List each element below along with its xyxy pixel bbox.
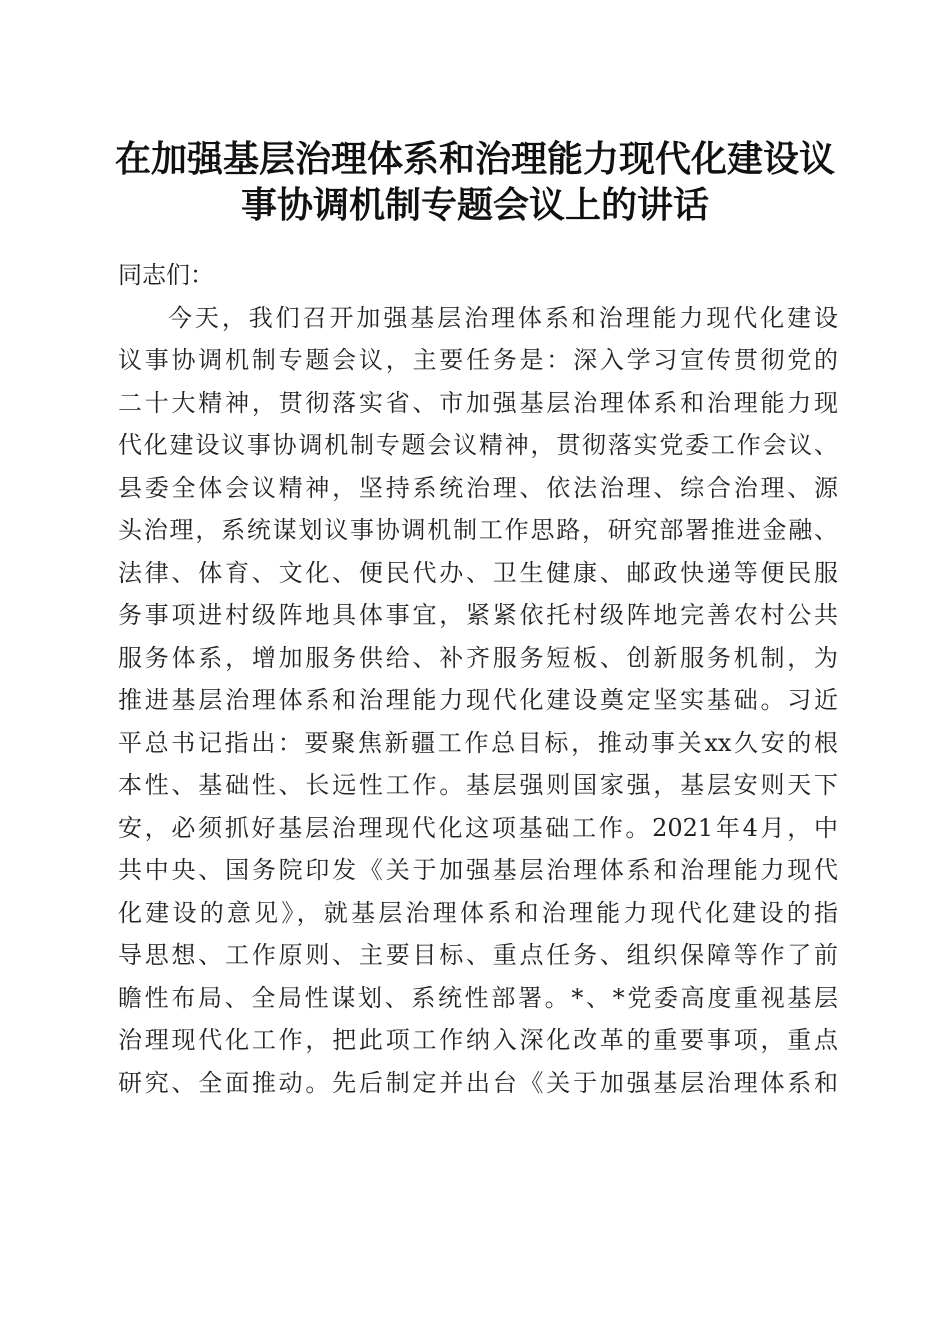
paragraph-line: 安，必须抓好基层治理现代化这项基础工作。2021年4月，中	[118, 813, 838, 842]
paragraph-line: 务事项进村级阵地具体事宜，紧紧依托村级阵地完善农村公共	[118, 601, 838, 629]
paragraph-line: 治理现代化工作，把此项工作纳入深化改革的重要事项，重点	[118, 1026, 838, 1054]
paragraph-line: 今天，我们召开加强基层治理体系和治理能力现代化建设	[168, 303, 838, 332]
paragraph-line: 法律、体育、文化、便民代办、卫生健康、邮政快递等便民服	[118, 558, 838, 587]
paragraph-line: 本性、基础性、长远性工作。基层强则国家强，基层安则天下	[118, 771, 838, 799]
paragraph-line: 二十大精神，贯彻落实省、市加强基层治理体系和治理能力现	[118, 388, 838, 417]
document-title-line-1: 在加强基层治理体系和治理能力现代化建设议	[114, 138, 835, 180]
paragraph-line: 研究、全面推动。先后制定并出台《关于加强基层治理体系和	[118, 1068, 838, 1097]
paragraph-line: 代化建设议事协调机制专题会议精神，贯彻落实党委工作会议、	[118, 431, 838, 459]
paragraph-line: 化建设的意见》，就基层治理体系和治理能力现代化建设的指	[118, 898, 838, 927]
paragraph-line: 平总书记指出：要聚焦新疆工作总目标，推动事关xx久安的根	[118, 728, 838, 757]
paragraph-line: 服务体系，增加服务供给、补齐服务短板、创新服务机制，为	[118, 643, 838, 672]
paragraph-line: 头治理，系统谋划议事协调机制工作思路，研究部署推进金融、	[118, 516, 838, 544]
paragraph-line: 导思想、工作原则、主要目标、重点任务、组织保障等作了前	[118, 941, 838, 969]
paragraph-line: 瞻性布局、全局性谋划、系统性部署。*、*党委高度重视基层	[118, 983, 838, 1012]
document-title-line-2: 事协调机制专题会议上的讲话	[240, 184, 709, 226]
paragraph-line: 推进基层治理体系和治理能力现代化建设奠定坚实基础。习近	[118, 686, 838, 714]
paragraph-line: 县委全体会议精神，坚持系统治理、依法治理、综合治理、源	[118, 473, 838, 502]
paragraph-line: 议事协调机制专题会议，主要任务是：深入学习宣传贯彻党的	[118, 346, 838, 374]
salutation: 同志们：	[118, 261, 214, 289]
paragraph-line: 共中央、国务院印发《关于加强基层治理体系和治理能力现代	[118, 856, 838, 884]
document-body	[118, 254, 838, 1104]
